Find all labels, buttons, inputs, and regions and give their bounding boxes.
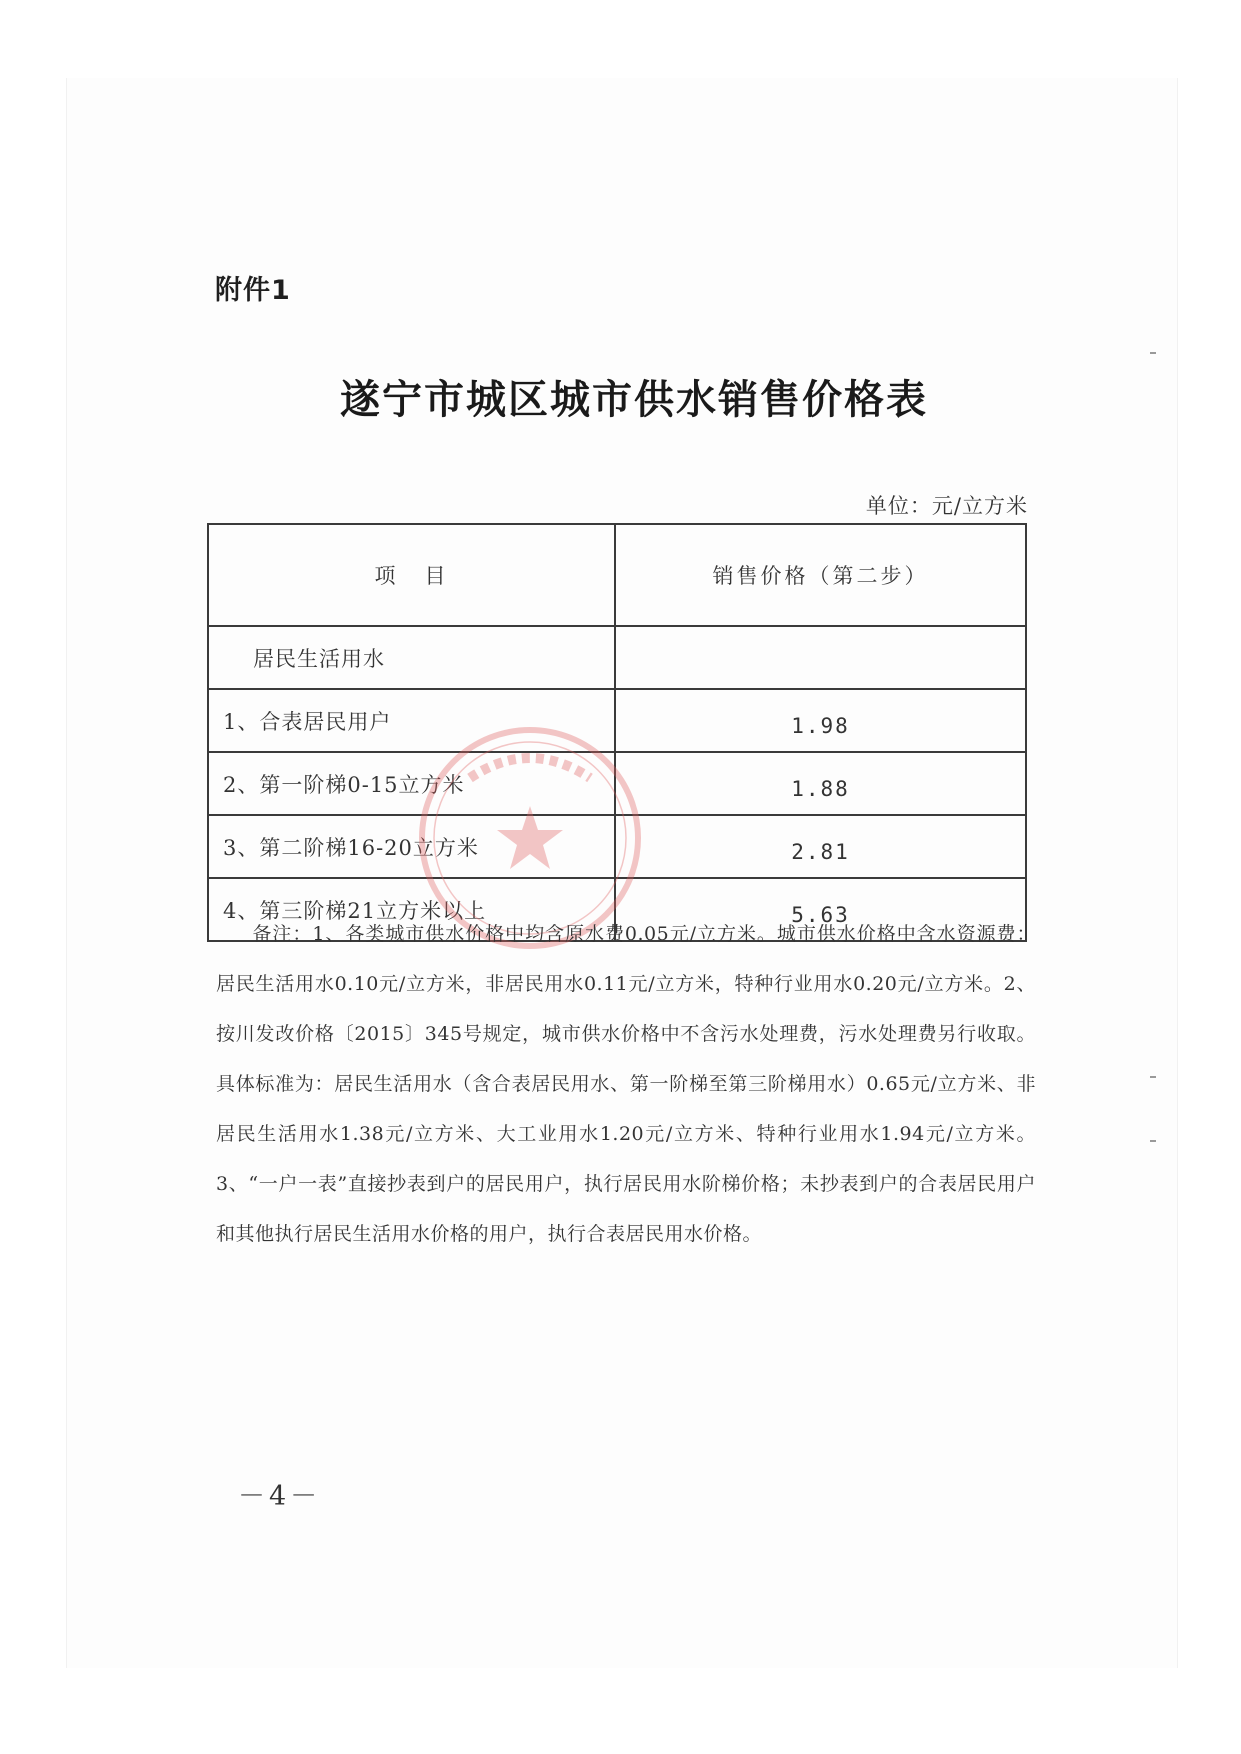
header-item-char-1: 项	[374, 564, 399, 588]
header-price: 销售价格（第二步）	[615, 524, 1026, 626]
scan-mark	[1150, 1076, 1156, 1078]
notes	[216, 909, 1036, 1259]
category-cell: 居民生活用水	[208, 626, 615, 689]
item-cell: 3、第二阶梯16-20立方米	[208, 815, 615, 878]
header-item	[208, 524, 615, 626]
scan-mark	[1150, 1140, 1156, 1142]
item-cell: 2、第一阶梯0-15立方米	[208, 752, 615, 815]
table-row-category	[208, 626, 1026, 689]
item-cell: 4、第三阶梯21立方米以上	[208, 878, 615, 941]
seal-star-icon	[497, 806, 563, 869]
unit-label: 单位：元/立方米	[865, 494, 1028, 518]
header-item-char-2: 目	[424, 564, 449, 588]
item-cell: 1、合表居民用户	[208, 689, 615, 752]
notes-text: 备注：1、各类城市供水价格中均含原水费0.05元/立方米。城市供水价格中含水资源费：居民生活用水0.10元/立方米，非居民用水0.11元/立方米，特种行业用水0.20元/立方米。2、按川发改价格〔2015〕345号规定，城市供水价格中不含污水处理费，污水处理费另行收取。具体标准为：居民生活用水（含合表居民用水、第一阶梯至第三阶梯用水）0.65元/立方米、非居民生活用水1.38元/立方米、大工业用水1.20元/立方米、特种行业用水1.94元/立方米。3、“一户一表”直接抄表到户的居民用户，执行居民用水阶梯价格；未抄表到户的合表居民用户和其他执行居民生活用水价格的用户，执行合表居民用水价格。	[216, 923, 1036, 1245]
page-title: 遂宁市城区城市供水销售价格表	[340, 376, 928, 423]
page-number: －4－	[238, 1481, 322, 1512]
price-cell: 5.63	[615, 878, 1026, 941]
scan-mark	[1150, 352, 1156, 354]
category-price-cell	[615, 626, 1026, 689]
price-cell: 2.81	[615, 815, 1026, 878]
table-header-row	[208, 524, 1026, 626]
price-cell: 1.88	[615, 752, 1026, 815]
price-cell: 1.98	[615, 689, 1026, 752]
attachment-label: 附件1	[215, 275, 291, 306]
